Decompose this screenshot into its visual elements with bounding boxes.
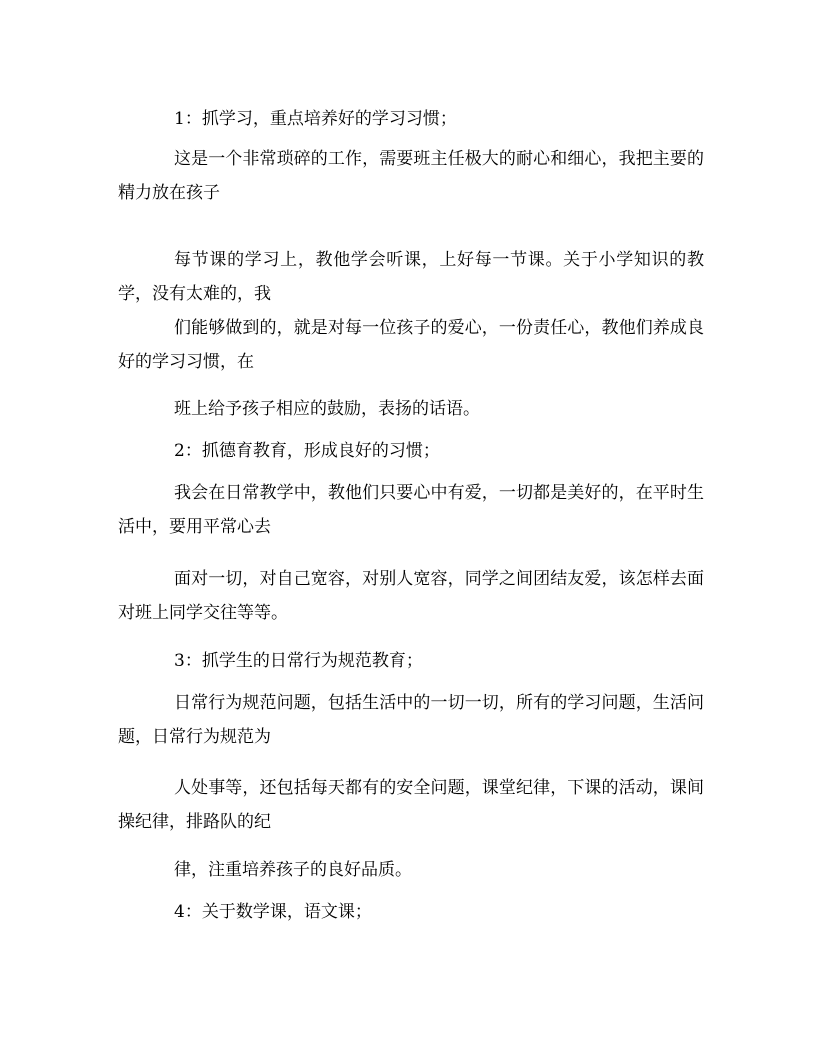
paragraph: 日常行为规范问题，包括生活中的一切一切，所有的学习问题，生活问题，日常行为规范为	[118, 693, 704, 747]
heading-math-chinese: 4：关于数学课，语文课；	[174, 902, 372, 922]
paragraph: 每节课的学习上，教他学会听课，上好每一节课。关于小学知识的教学，没有太难的，我	[118, 250, 704, 304]
heading-moral-education: 2：抓德育教育，形成良好的习惯；	[174, 441, 440, 461]
paragraph: 律，注重培养孩子的良好品质。	[174, 860, 412, 880]
paragraph: 面对一切，对自己宽容，对别人宽容，同学之间团结友爱，该怎样去面对班上同学交往等等。	[118, 569, 704, 623]
paragraph: 这是一个非常琐碎的工作，需要班主任极大的耐心和细心，我把主要的精力放在孩子	[118, 149, 704, 203]
heading-behavior-norms: 3：抓学生的日常行为规范教育；	[174, 651, 423, 671]
paragraph: 们能够做到的，就是对每一位孩子的爱心，一份责任心，教他们养成良好的学习习惯，在	[118, 318, 704, 372]
paragraph: 人处事等，还包括每天都有的安全问题，课堂纪律，下课的活动，课间操纪律，排路队的纪	[118, 778, 704, 832]
paragraph: 班上给予孩子相应的鼓励，表扬的话语。	[174, 399, 480, 419]
heading-study-habits: 1：抓学习，重点培养好的学习习惯；	[174, 109, 457, 129]
paragraph: 我会在日常教学中，教他们只要心中有爱，一切都是美好的，在平时生活中，要用平常心去	[118, 483, 704, 537]
